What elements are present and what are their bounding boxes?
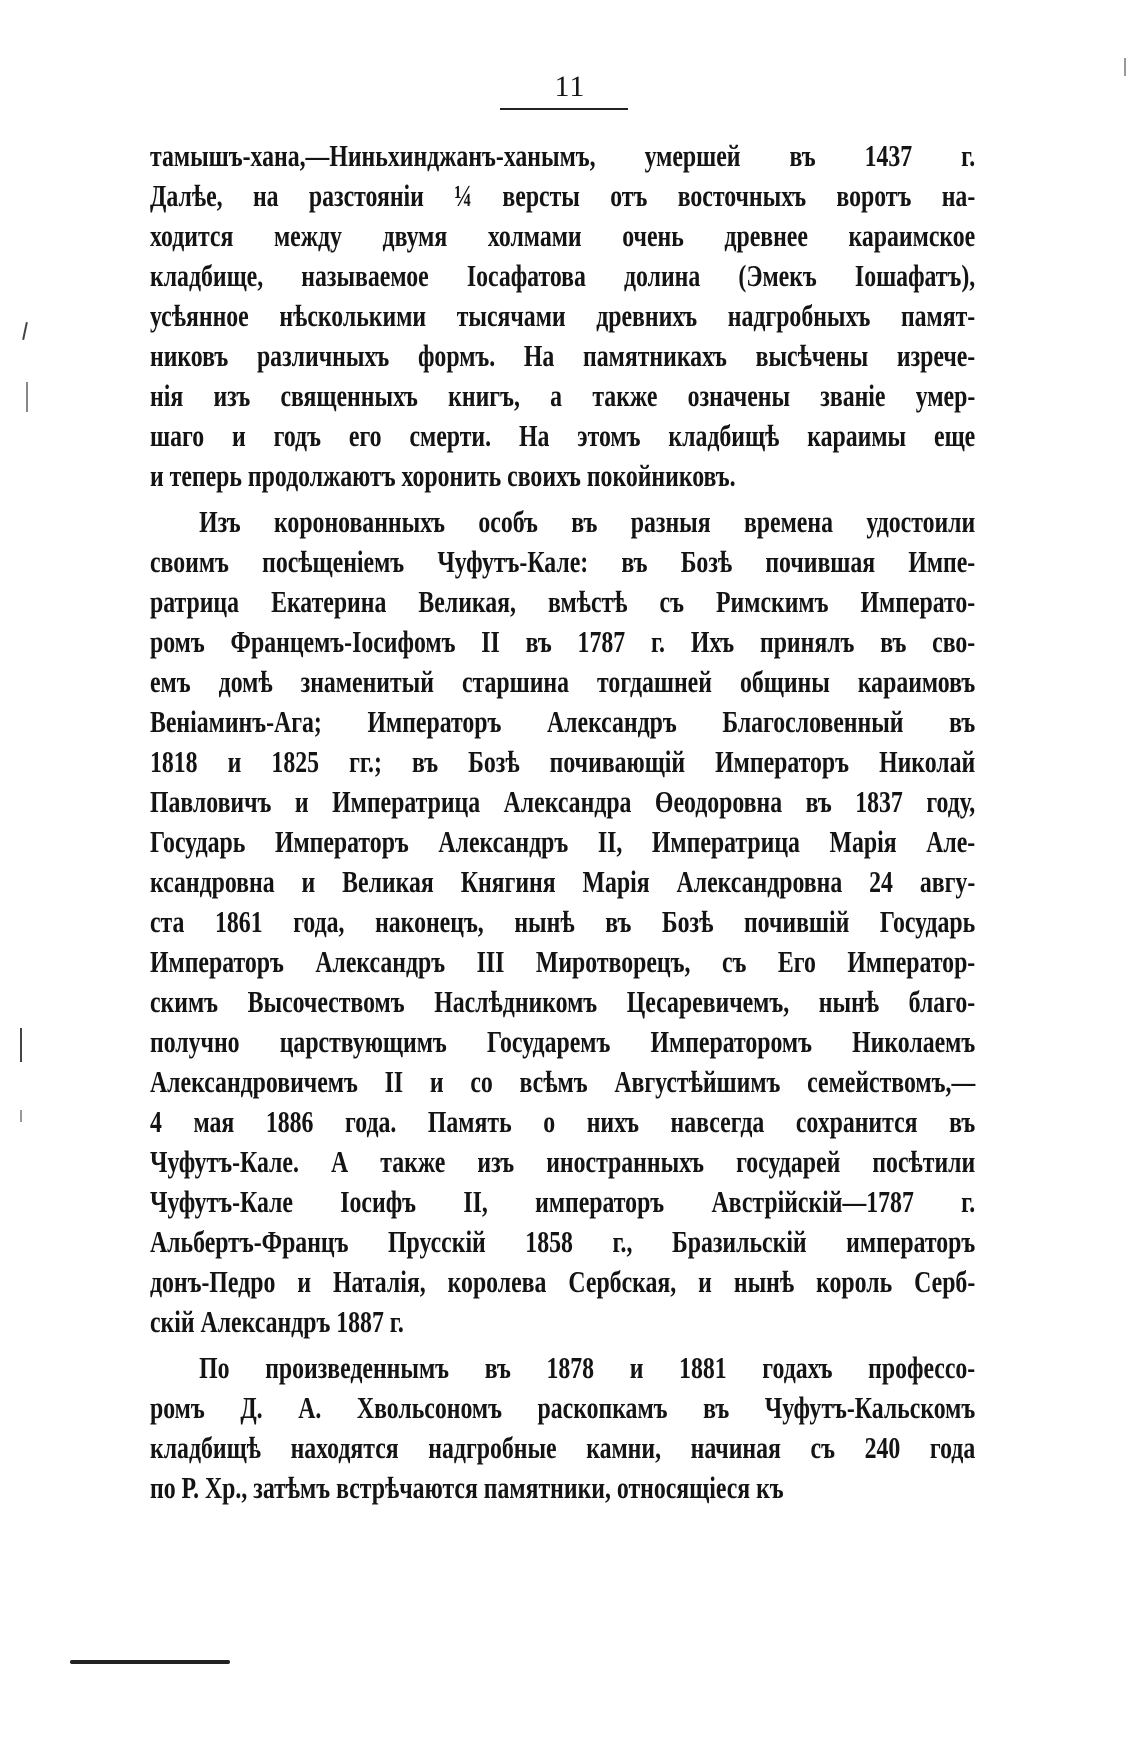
text-line: Александровичемъ II и со всѣмъ Августѣйшимъ семействомъ,—	[150, 1065, 976, 1099]
text-line: своимъ посѣщеніемъ Чуфутъ-Кале: въ Бозѣ почившая Импе-	[150, 545, 976, 579]
text-line: емъ домѣ знаменитый старшина тогдашней общины караимовъ	[150, 665, 976, 699]
text-line: Государь Императоръ Александръ II, Императрица Марія Але-	[150, 825, 976, 859]
text-line: и теперь продолжаютъ хоронить своихъ покойниковъ.	[150, 459, 736, 493]
text-line: кладбищѣ находятся надгробные камни, начиная съ 240 года	[150, 1431, 976, 1465]
page-body	[150, 136, 976, 1508]
text-column	[150, 136, 975, 1508]
text-line: 4 мая 1886 года. Память о нихъ навсегда сохранится въ	[150, 1105, 976, 1139]
text-line: 1818 и 1825 гг.; въ Бозѣ почивающій Императоръ Николай	[150, 745, 976, 779]
text-line: скимъ Высочествомъ Наслѣдникомъ Цесаревичемъ, нынѣ благо-	[150, 985, 976, 1019]
text-line: Альбертъ-Францъ Прусскій 1858 г., Бразильскій императоръ	[150, 1225, 976, 1259]
text-line: ксандровна и Великая Княгиня Марія Александровна 24 авгу-	[150, 865, 976, 899]
margin-mark	[22, 322, 28, 340]
text-line: ратрица Екатерина Великая, вмѣстѣ съ Римскимъ Императо-	[150, 585, 976, 619]
page-number: 11	[554, 70, 586, 103]
text-line: Чуфутъ-Кале Іосифъ II, императоръ Австрійскій—1787 г.	[150, 1185, 976, 1219]
text-line: Далѣе, на разстояніи ¼ версты отъ восточныхъ воротъ на-	[150, 179, 976, 213]
text-line: тамышъ-хана,—Ниньхинджанъ-ханымъ, умершей въ 1437 г.	[150, 139, 976, 173]
text-line: По произведеннымъ въ 1878 и 1881 годахъ профессо-	[199, 1351, 976, 1385]
text-line: никовъ различныхъ формъ. На памятникахъ высѣчены изрече-	[150, 339, 976, 373]
paragraph	[150, 1348, 975, 1508]
text-line: скій Александръ 1887 г.	[150, 1305, 404, 1339]
text-line: донъ-Педро и Наталія, королева Сербская, и нынѣ король Серб-	[150, 1265, 976, 1299]
text-line: Павловичъ и Императрица Александра Өеодоровна въ 1837 году,	[150, 785, 976, 819]
text-line: ходится между двумя холмами очень древнее караимское	[150, 219, 976, 253]
text-line: ромъ Францемъ-Іосифомъ II въ 1787 г. Ихъ принялъ въ сво-	[150, 625, 976, 659]
margin-mark	[20, 1110, 22, 1122]
margin-mark	[20, 1028, 22, 1062]
header-rule	[500, 108, 628, 110]
text-line: Изъ коронованныхъ особъ въ разныя времена удостоили	[199, 505, 976, 539]
text-line: Императоръ Александръ III Миротворецъ, съ Его Император-	[150, 945, 976, 979]
margin-mark	[1124, 58, 1126, 76]
text-line: Веніаминъ-Ага; Императоръ Александръ Благословенный въ	[150, 705, 976, 739]
margin-mark	[26, 382, 28, 412]
text-line: нія изъ священныхъ книгъ, а также означены званіе умер-	[150, 379, 976, 413]
text-line: по Р. Хр., затѣмъ встрѣчаются памятники, относящіеся къ	[150, 1471, 784, 1505]
text-line: ста 1861 года, наконецъ, нынѣ въ Бозѣ почившій Государь	[150, 905, 976, 939]
text-line: шаго и годъ его смерти. На этомъ кладбищѣ караимы еще	[150, 419, 976, 453]
text-line: получно царствующимъ Государемъ Императоромъ Николаемъ	[150, 1025, 976, 1059]
footer-rule	[70, 1660, 230, 1664]
text-line: ромъ Д. А. Хвольсономъ раскопкамъ въ Чуфутъ-Кальскомъ	[150, 1391, 976, 1425]
paragraph	[150, 502, 975, 1342]
text-line: кладбище, называемое Іосафатова долина (Эмекъ Іошафатъ),	[150, 259, 976, 293]
paragraph	[150, 136, 975, 496]
text-line: Чуфутъ-Кале. А также изъ иностранныхъ государей посѣтили	[150, 1145, 976, 1179]
text-line: усѣянное нѣсколькими тысячами древнихъ надгробныхъ памят-	[150, 299, 976, 333]
